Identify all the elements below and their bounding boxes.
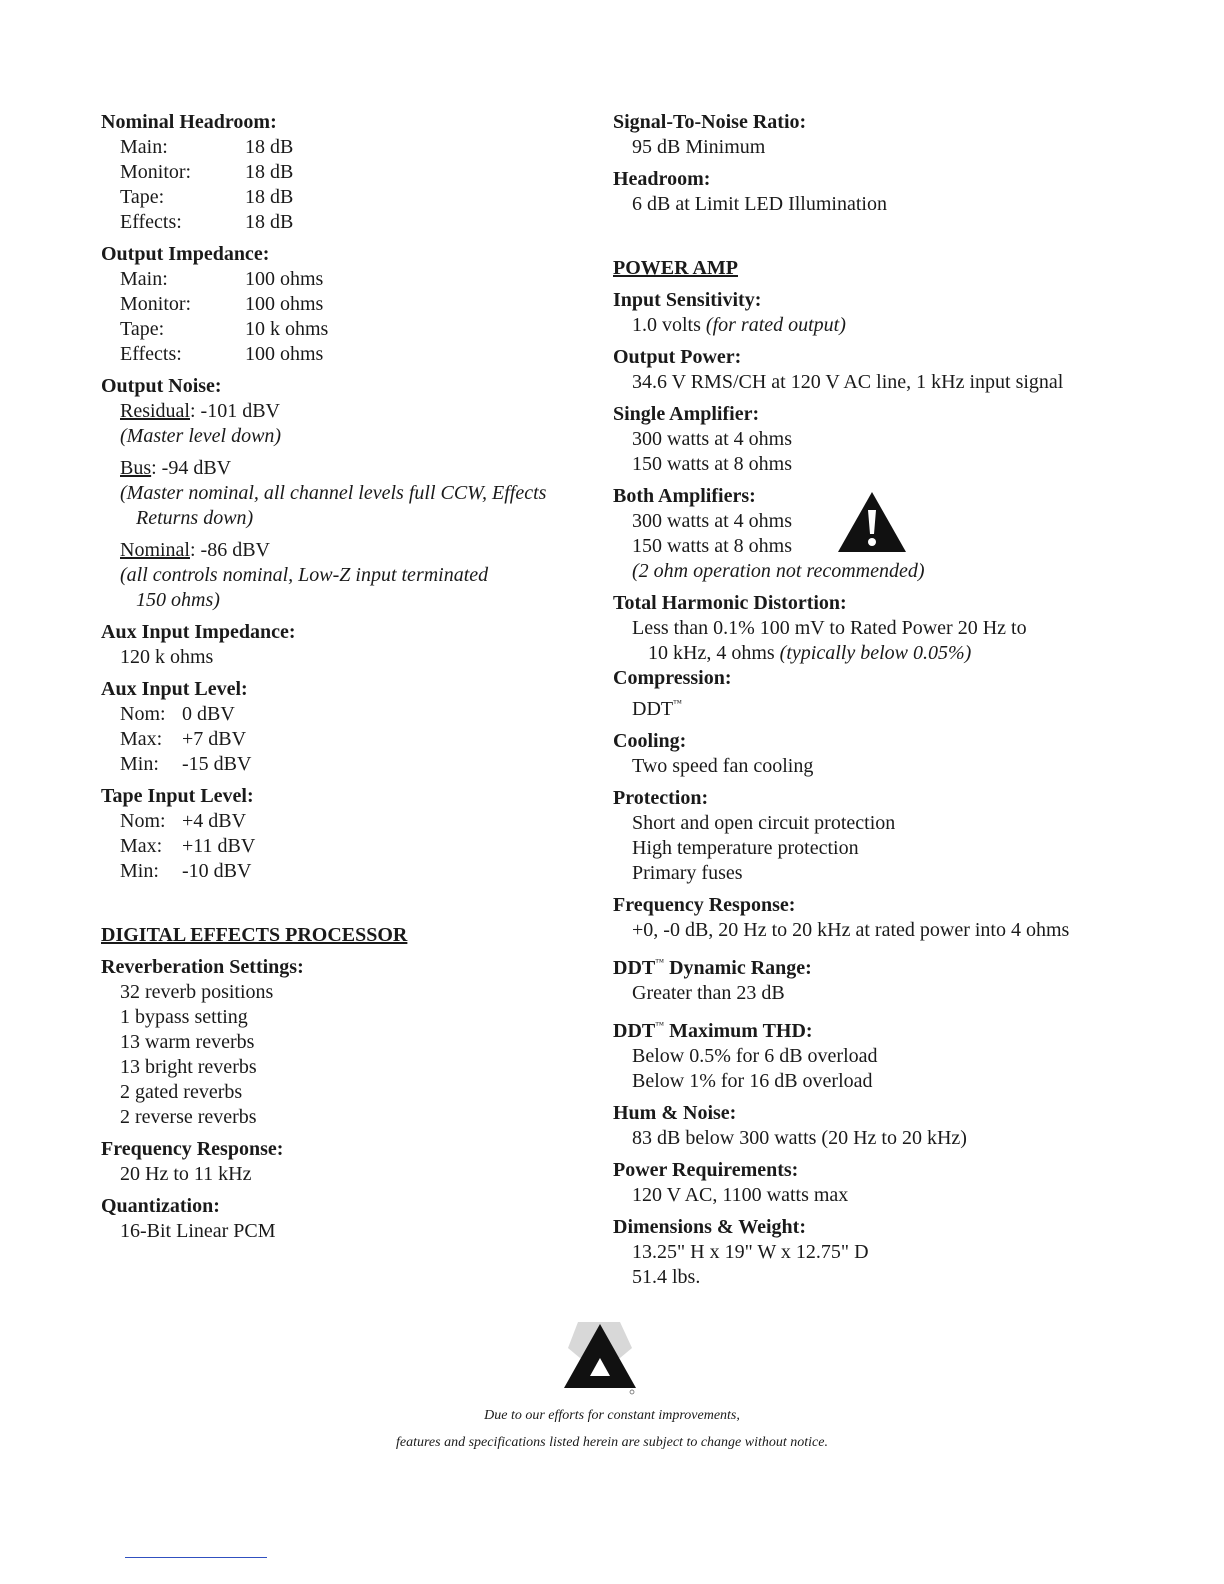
spec-section (613, 893, 1213, 943)
section-heading (613, 591, 1213, 616)
spec-label: Min: (120, 753, 159, 775)
heading-text: Reverberation Settings: (101, 956, 304, 978)
spec-line (101, 456, 581, 481)
spec-line (101, 267, 581, 292)
section-heading (613, 1013, 1213, 1044)
spec-line (101, 185, 581, 210)
heading-text: Output Impedance: (101, 243, 270, 265)
spec-text: Short and open circuit protection (632, 812, 896, 834)
spec-text: 13.25" H x 19" W x 12.75" D (632, 1241, 869, 1263)
spec-section (613, 484, 1213, 584)
spec-line (101, 1005, 581, 1030)
spec-line (101, 160, 581, 185)
spec-text: 51.4 lbs. (632, 1266, 701, 1288)
spec-text: 95 dB Minimum (632, 136, 766, 158)
warning-triangle-icon (836, 490, 908, 554)
spec-line (613, 313, 1213, 338)
spec-label: Max: (120, 835, 163, 857)
heading-text: DDT (613, 957, 656, 979)
spec-section (613, 288, 1213, 338)
heading-text: Aux Input Impedance: (101, 621, 296, 643)
spec-text: 20 Hz to 11 kHz (120, 1163, 252, 1185)
heading-text: Compression: (613, 667, 732, 689)
section-heading (101, 110, 581, 135)
spec-line (101, 538, 581, 563)
spec-line (613, 452, 1213, 477)
spec-line (613, 509, 1213, 534)
section-heading (101, 374, 581, 399)
bottom-rule (125, 1557, 267, 1558)
heading-text: Output Power: (613, 346, 742, 368)
section-heading (613, 256, 1213, 281)
spec-text: DDT (632, 698, 674, 720)
spec-line (613, 1265, 1213, 1290)
spec-line (101, 980, 581, 1005)
spec-line (613, 616, 1213, 641)
spec-line (613, 370, 1213, 395)
spec-line (613, 1126, 1213, 1151)
spec-section (613, 591, 1213, 666)
spec-text: (Master level down) (120, 425, 282, 447)
section-heading (613, 288, 1213, 313)
heading-text: Frequency Response: (101, 1138, 284, 1160)
heading-text: Cooling: (613, 730, 687, 752)
heading-text: Aux Input Level: (101, 678, 248, 700)
spec-line (613, 135, 1213, 160)
trademark-symbol: ™ (655, 1020, 665, 1030)
spec-line (101, 588, 581, 613)
spec-text: Two speed fan cooling (632, 755, 814, 777)
spec-value: +7 dBV (182, 728, 247, 750)
spec-text: 120 k ohms (120, 646, 214, 668)
heading-text: Dimensions & Weight: (613, 1216, 806, 1238)
section-heading (613, 402, 1213, 427)
spec-text: 300 watts at 4 ohms (632, 510, 792, 532)
spec-section (613, 666, 1213, 722)
spec-text: 16-Bit Linear PCM (120, 1220, 276, 1242)
section-heading (613, 893, 1213, 918)
trademark-symbol: ™ (655, 957, 665, 967)
spec-label: Effects: (120, 211, 182, 233)
spec-line (101, 752, 581, 777)
section-heading (101, 620, 581, 645)
spec-line (101, 342, 581, 367)
spec-line (101, 1162, 581, 1187)
spec-section (613, 729, 1213, 779)
spec-text: 1.0 volts (632, 314, 706, 336)
spec-text: ™ (673, 698, 682, 708)
spec-value: 18 dB (245, 211, 294, 233)
spec-line (613, 836, 1213, 861)
spec-line (613, 559, 1213, 584)
spec-text: Below 0.5% for 6 dB overload (632, 1045, 878, 1067)
spec-line (101, 563, 581, 588)
section-heading (613, 345, 1213, 370)
spec-text: 6 dB at Limit LED Illumination (632, 193, 887, 215)
section-heading (613, 1101, 1213, 1126)
heading-text: Tape Input Level: (101, 785, 254, 807)
section-heading (101, 784, 581, 809)
spec-text: 1 bypass setting (120, 1006, 248, 1028)
spec-line (101, 1030, 581, 1055)
spec-section (613, 256, 1213, 281)
spec-line (613, 1069, 1213, 1094)
spec-text: (typically below 0.05%) (779, 642, 972, 664)
section-heading (101, 923, 581, 948)
spec-text: (2 ohm operation not recommended) (632, 560, 925, 582)
spec-text: (Master nominal, all channel levels full CCW, Effects (120, 482, 547, 504)
spec-value: 10 k ohms (245, 318, 329, 340)
section-heading (101, 955, 581, 980)
heading-text: Power Requirements: (613, 1159, 799, 1181)
section-heading (613, 1158, 1213, 1183)
spec-value: 18 dB (245, 136, 294, 158)
heading-text: Protection: (613, 787, 709, 809)
spec-section (101, 955, 581, 1130)
spec-line (101, 834, 581, 859)
heading-text: Output Noise: (101, 375, 222, 397)
section-heading (613, 786, 1213, 811)
spec-section (613, 110, 1213, 160)
spec-section (613, 1215, 1213, 1290)
spec-section (101, 677, 581, 777)
spec-line (101, 1080, 581, 1105)
spec-label: Effects: (120, 343, 182, 365)
spec-text: : -94 dBV (151, 457, 232, 479)
spec-section (613, 402, 1213, 477)
heading-text: Signal-To-Noise Ratio: (613, 111, 807, 133)
spec-line (613, 1044, 1213, 1069)
spec-section (101, 923, 581, 948)
section-heading (613, 110, 1213, 135)
spec-value: 100 ohms (245, 293, 324, 315)
spec-section (613, 786, 1213, 886)
spec-section (613, 167, 1213, 217)
spec-text: Less than 0.1% 100 mV to Rated Power 20 Hz to (632, 617, 1027, 639)
spec-value: -15 dBV (182, 753, 252, 775)
spec-text: +0, -0 dB, 20 Hz to 20 kHz at rated power into 4 ohms (632, 919, 1070, 941)
spec-text: Nominal (120, 539, 190, 561)
footer-disclaimer-line-2: features and specifications listed herein are subject to change without notice. (396, 1435, 828, 1450)
spec-line (613, 861, 1213, 886)
spec-text: 32 reverb positions (120, 981, 274, 1003)
spec-label: Monitor: (120, 161, 192, 183)
spec-text: Greater than 23 dB (632, 982, 785, 1004)
spec-line (613, 691, 1213, 722)
spec-text: (all controls nominal, Low-Z input terminated (120, 564, 489, 586)
spec-line (101, 809, 581, 834)
section-heading (101, 242, 581, 267)
spec-section (613, 950, 1213, 1006)
heading-text: Nominal Headroom: (101, 111, 277, 133)
spec-text: 2 reverse reverbs (120, 1106, 257, 1128)
section-heading (101, 677, 581, 702)
heading-text: Dynamic Range: (664, 957, 812, 979)
spec-line (101, 506, 581, 531)
section-heading (101, 1137, 581, 1162)
section-heading (613, 167, 1213, 192)
spec-line (101, 859, 581, 884)
spec-line (101, 292, 581, 317)
spec-label: Tape: (120, 318, 165, 340)
spec-line (613, 534, 1213, 559)
spec-line (101, 424, 581, 449)
spec-section (101, 1194, 581, 1244)
heading-text: Both Amplifiers: (613, 485, 756, 507)
spec-section (101, 242, 581, 367)
spec-text: Bus (120, 457, 152, 479)
section-heading (613, 950, 1213, 981)
spec-value: 100 ohms (245, 343, 324, 365)
section-heading (613, 1215, 1213, 1240)
spec-line (101, 399, 581, 424)
spec-text: (for rated output) (705, 314, 846, 336)
spec-label: Main: (120, 136, 168, 158)
spec-line (613, 427, 1213, 452)
section-heading (613, 666, 1213, 691)
spec-line (613, 1183, 1213, 1208)
spec-text: : -101 dBV (190, 400, 280, 422)
spec-text: 150 watts at 8 ohms (632, 453, 792, 475)
spec-value: 100 ohms (245, 268, 324, 290)
spec-value: 0 dBV (182, 703, 235, 725)
spec-line (613, 918, 1213, 943)
spec-line (613, 1240, 1213, 1265)
heading-text: Headroom: (613, 168, 711, 190)
spec-line (101, 210, 581, 235)
spec-text: 120 V AC, 1100 watts max (632, 1184, 849, 1206)
section-heading (613, 484, 1213, 509)
spec-line (613, 192, 1213, 217)
spec-text: Below 1% for 16 dB overload (632, 1070, 873, 1092)
heading-text: DDT (613, 1020, 656, 1042)
section-heading (101, 1194, 581, 1219)
brand-triangle-logo (560, 1318, 640, 1396)
spec-text: 13 warm reverbs (120, 1031, 255, 1053)
spec-section (613, 1101, 1213, 1151)
heading-text: Input Sensitivity: (613, 289, 762, 311)
spec-label: Nom: (120, 810, 166, 832)
spec-line (613, 754, 1213, 779)
spec-text: 83 dB below 300 watts (20 Hz to 20 kHz) (632, 1127, 967, 1149)
spec-label: Main: (120, 268, 168, 290)
spec-label: Tape: (120, 186, 165, 208)
spec-line (101, 1055, 581, 1080)
spec-label: Nom: (120, 703, 166, 725)
spec-section (613, 345, 1213, 395)
spec-text: Primary fuses (632, 862, 743, 884)
spec-text: 150 ohms) (136, 589, 220, 611)
spec-label: Max: (120, 728, 163, 750)
spec-line (101, 481, 581, 506)
spec-section (613, 1013, 1213, 1094)
spec-line (613, 811, 1213, 836)
spec-section (101, 620, 581, 670)
heading-text: Maximum THD: (664, 1020, 813, 1042)
heading-text: Quantization: (101, 1195, 220, 1217)
spec-value: -10 dBV (182, 860, 252, 882)
spec-line (613, 981, 1213, 1006)
spec-text: 150 watts at 8 ohms (632, 535, 792, 557)
spec-text: : -86 dBV (190, 539, 270, 561)
left-column (101, 103, 581, 1244)
heading-text: Frequency Response: (613, 894, 796, 916)
spec-value: +4 dBV (182, 810, 247, 832)
heading-text: Total Harmonic Distortion: (613, 592, 847, 614)
spec-text: High temperature protection (632, 837, 859, 859)
footer-disclaimer-line-1: Due to our efforts for constant improvements, (484, 1408, 740, 1423)
heading-text: Single Amplifier: (613, 403, 760, 425)
spec-line (613, 641, 1213, 666)
spec-label: Min: (120, 860, 159, 882)
spec-line (101, 727, 581, 752)
spec-text: 300 watts at 4 ohms (632, 428, 792, 450)
spec-line (101, 1219, 581, 1244)
heading-text: Hum & Noise: (613, 1102, 737, 1124)
spec-line (101, 135, 581, 160)
section-heading (613, 729, 1213, 754)
heading-text: DIGITAL EFFECTS PROCESSOR (101, 924, 408, 946)
spec-text: 10 kHz, 4 ohms (648, 642, 780, 664)
spec-label: Monitor: (120, 293, 192, 315)
spec-text: 13 bright reverbs (120, 1056, 257, 1078)
spec-line (101, 702, 581, 727)
right-column (613, 103, 1213, 1290)
spec-section (101, 1137, 581, 1187)
spec-text: 2 gated reverbs (120, 1081, 243, 1103)
spec-text: Returns down) (136, 507, 254, 529)
spec-section (613, 1158, 1213, 1208)
spec-value: 18 dB (245, 161, 294, 183)
spec-value: 18 dB (245, 186, 294, 208)
spec-line (101, 317, 581, 342)
spec-section (101, 110, 581, 235)
heading-text: POWER AMP (613, 257, 738, 279)
spec-value: +11 dBV (182, 835, 256, 857)
spec-line (101, 1105, 581, 1130)
spec-section (101, 374, 581, 613)
spec-section (101, 784, 581, 884)
spec-line (101, 645, 581, 670)
spec-text: Residual (120, 400, 190, 422)
spec-text: 34.6 V RMS/CH at 120 V AC line, 1 kHz input signal (632, 371, 1064, 393)
